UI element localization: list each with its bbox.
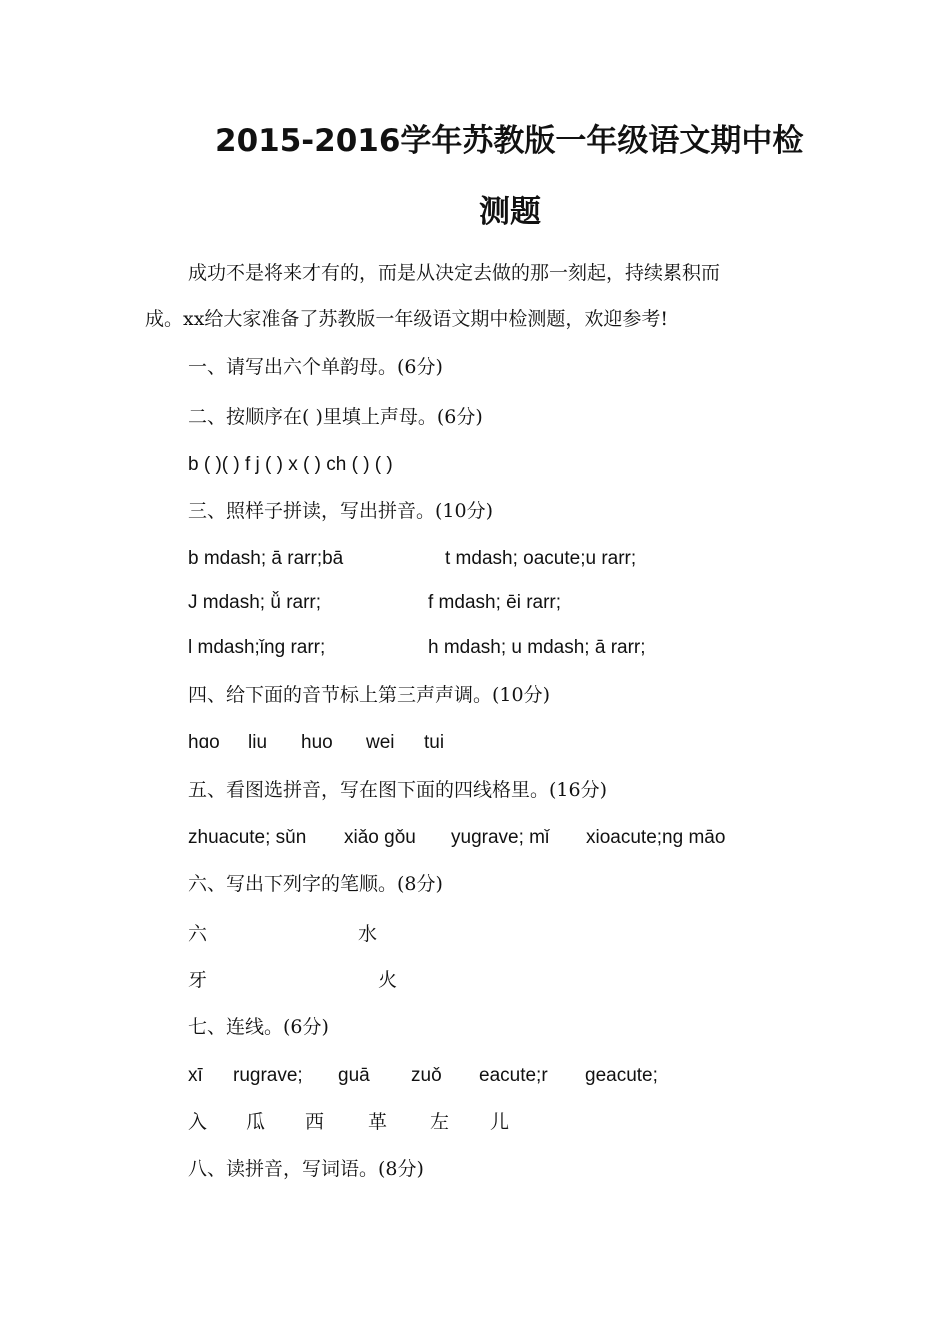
question-7-pinyin: geacute;	[585, 1065, 658, 1086]
question-7-char: 儿	[490, 1111, 510, 1133]
question-4-item: hɑo	[188, 732, 220, 753]
intro-line2: 成。xx给大家准备了苏教版一年级语文期中检测题，欢迎参考!	[145, 308, 669, 330]
question-5-heading: 五、看图选拼音，写在图下面的四线格里。(16分)	[188, 779, 608, 801]
question-3-row2-left: J mdash; ǚ rarr;	[188, 592, 322, 613]
question-3-row3-left: l mdash;ǐng rarr;	[188, 637, 326, 658]
question-5-item: yugrave; mǐ	[451, 827, 550, 848]
question-2-heading: 二、按顺序在( )里填上声母。(6分)	[188, 406, 483, 428]
question-7-pinyin: xī	[188, 1065, 203, 1086]
question-4-item: wei	[366, 732, 395, 753]
question-5-item: xioacute;ng māo	[586, 827, 726, 848]
question-7-char: 左	[430, 1111, 450, 1133]
question-3-row1-left: b mdash; ā rarr;bā	[188, 548, 344, 569]
question-3-row3-right: h mdash; u mdash; ā rarr;	[428, 637, 646, 658]
question-6-char: 水	[358, 923, 378, 945]
question-3-row1-right: t mdash; oacute;u rarr;	[445, 548, 637, 569]
question-1-heading: 一、请写出六个单韵母。(6分)	[188, 356, 443, 378]
question-4-heading: 四、给下面的音节标上第三声声调。(10分)	[188, 684, 551, 706]
question-7-pinyin: rugrave;	[233, 1065, 303, 1086]
question-7-pinyin: eacute;r	[479, 1065, 548, 1086]
question-5-item: zhuacute; sǔn	[188, 827, 307, 848]
question-4-item: liu	[248, 732, 268, 753]
question-6-char: 牙	[188, 969, 208, 991]
question-6-heading: 六、写出下列字的笔顺。(8分)	[188, 873, 443, 895]
question-7-pinyin: zuǒ	[411, 1065, 442, 1086]
document-title-line1: 2015-2016学年苏教版一年级语文期中检	[215, 123, 804, 159]
question-7-char: 西	[305, 1111, 325, 1133]
question-7-char: 瓜	[246, 1111, 266, 1133]
question-7-pinyin: guā	[338, 1065, 370, 1086]
question-7-heading: 七、连线。(6分)	[188, 1016, 329, 1038]
intro-line1: 成功不是将来才有的，而是从决定去做的那一刻起，持续累积而	[188, 262, 721, 284]
question-4-item: tui	[424, 732, 445, 753]
question-6-char: 六	[188, 923, 208, 945]
question-8-heading: 八、读拼音，写词语。(8分)	[188, 1158, 424, 1180]
question-5-item: xiǎo gǒu	[344, 827, 416, 848]
document-title-line2: 测题	[479, 194, 541, 230]
question-3-row2-right: f mdash; ēi rarr;	[428, 592, 562, 613]
question-4-item: huo	[301, 732, 333, 753]
question-7-char: 入	[188, 1111, 208, 1133]
question-7-char: 革	[368, 1111, 388, 1133]
question-2-row: b ( )( ) f j ( ) x ( ) ch ( ) ( )	[188, 454, 393, 475]
question-3-heading: 三、照样子拼读，写出拼音。(10分)	[188, 500, 494, 522]
question-6-char: 火	[378, 969, 398, 991]
